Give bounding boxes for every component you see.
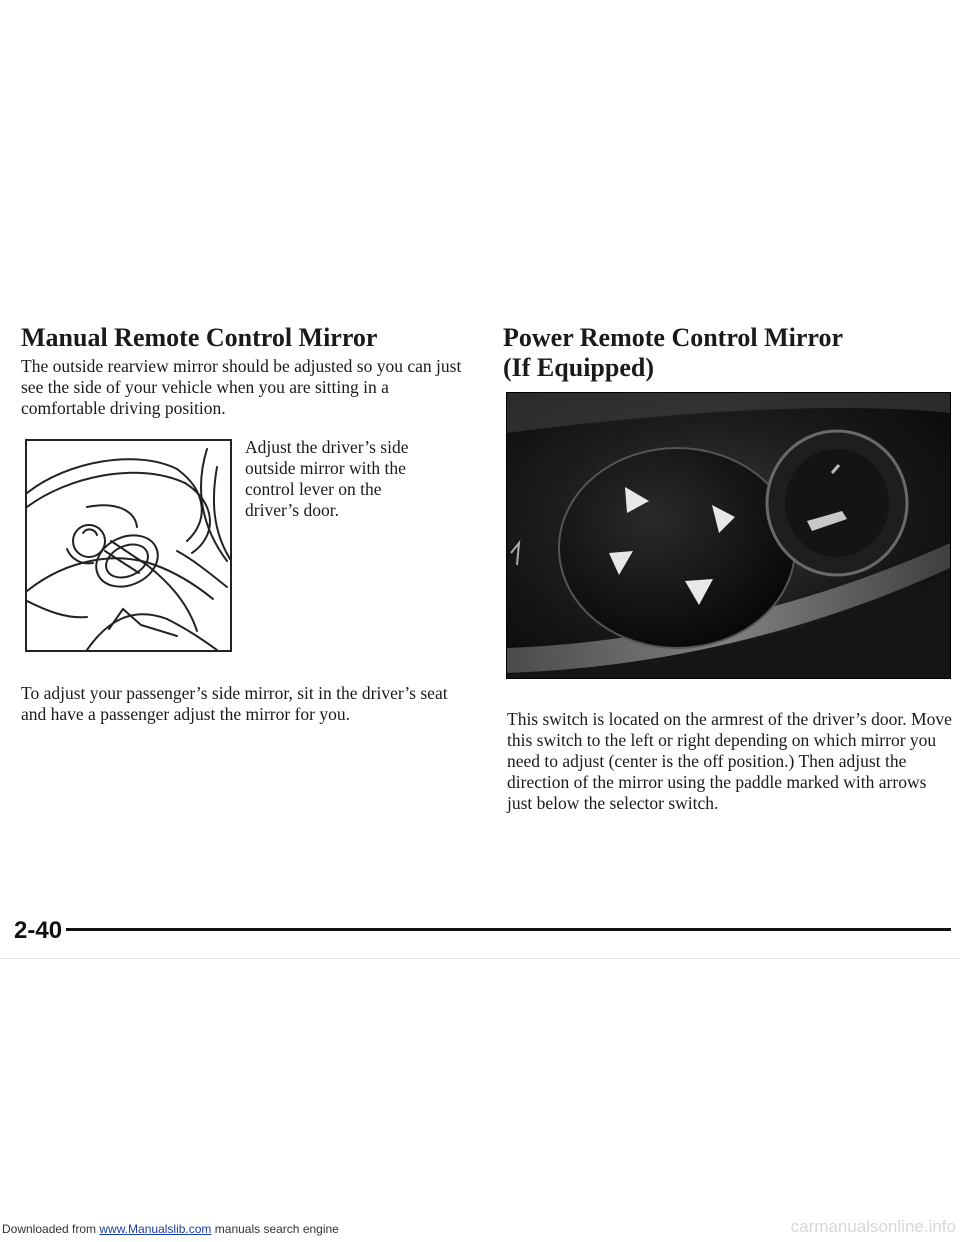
power-mirror-heading-line-1: Power Remote Control Mirror xyxy=(503,323,844,352)
page-number: 2-40 xyxy=(14,917,63,944)
caption-line-2: outside mirror with the xyxy=(245,458,406,478)
mirror-control-lever-illustration xyxy=(25,439,232,652)
mirror-switch-photo-drawing xyxy=(507,393,950,678)
faint-divider xyxy=(0,958,960,959)
caption-line-1: Adjust the driver’s side xyxy=(245,437,409,457)
passenger-mirror-text: To adjust your passenger’s side mirror, sit in the driver’s seat and have a passenger adjust the mirror for you. xyxy=(21,683,448,724)
caption-line-4: driver’s door. xyxy=(245,500,339,520)
footer-rule xyxy=(66,928,951,931)
power-mirror-body: This switch is located on the armrest of the driver’s door. Move this switch to the left or right depending on which mirror you need to adjust (center is the off position.) Then adjust the direction of the mirror using the paddle marked with arrows just below the selector switch. xyxy=(507,709,952,813)
power-mirror-switch-photo xyxy=(506,392,951,679)
manual-mirror-intro: The outside rearview mirror should be adjusted so you can just see the side of your vehicle when you are sitting in a comfortable driving position. xyxy=(21,356,462,418)
download-prefix: Downloaded from xyxy=(2,1222,100,1236)
download-footer xyxy=(2,1222,339,1236)
download-suffix: manuals search engine xyxy=(211,1222,339,1236)
illustration-caption xyxy=(245,437,465,521)
watermark-text: carmanualsonline.info xyxy=(790,1217,956,1236)
caption-line-3: control lever on the xyxy=(245,479,382,499)
power-mirror-heading xyxy=(503,323,943,383)
power-mirror-heading-line-2: (If Equipped) xyxy=(503,353,654,382)
mirror-lever-drawing xyxy=(27,441,230,650)
manualslib-link[interactable]: www.Manualslib.com xyxy=(99,1222,212,1236)
manual-mirror-heading: Manual Remote Control Mirror xyxy=(21,323,378,352)
